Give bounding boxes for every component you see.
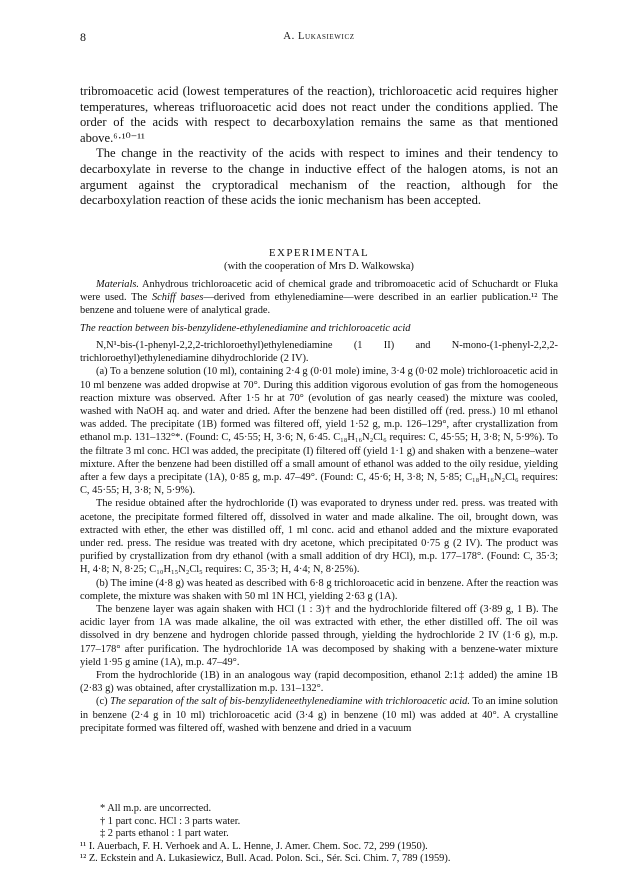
procedure-c-text: To an imine solution in benzene (2·4 g in 10 ml) trichloroacetic acid (3·4 g) in benzene (10 ml) was added at 40°. A crystalline precipitate formed was filtered off, washed with benzene and dried in a vacuum [80,696,558,734]
materials-text: Anhydrous trichloroacetic acid of chemical grade and tribromoacetic acid of Schuchardt or Fluka were used. The [80,279,558,304]
reference-11: ¹¹ I. Auerbach, F. H. Verhoek and A. L. Henne, J. Amer. Chem. Soc. 72, 299 (1950). [80,840,428,852]
footnotes [80,803,560,866]
compounds-line: N,N¹-bis-(1-phenyl-2,2,2-trichloroethyl)ethylenediamine (1 II) and N-mono-(1-phenyl-2,2,2-trichloroethyl)ethylenediamine dihydrochloride (2 IV). [80,340,558,365]
procedure-b: (b) The imine (4·8 g) was heated as described with 6·8 g trichloroacetic acid in benzene. After the reaction was complete, the mixture was shaken with 50 ml 1N HCl, yielding 2·63 g (1A). [80,577,559,602]
section-title: EXPERIMENTAL [268,247,370,259]
materials-label: Materials. [96,279,140,290]
reference-12: ¹² Z. Eckstein and A. Lukasiewicz, Bull. Acad. Polon. Sci., Sér. Sci. Chim. 7, 789 (1959). [80,853,451,865]
footnote-dagger: † 1 part conc. HCl : 3 parts water. [100,815,241,827]
schiff-label: Schiff bases [151,292,204,304]
page-header [80,30,558,46]
intro-paragraph-1: tribromoacetic acid (lowest temperatures of the reaction), trichloroacetic acid requires higher temperatures, whereas trifluoroacetic acid does not react under the conditions applied. The order of the acids with respect to decarboxylation remains the same as that mentioned above.⁶·¹⁰⁻¹¹ [80,84,558,145]
intro-text [80,84,558,209]
reaction-subheading: The reaction between bis-benzylidene-ethylenediamine and trichloroacetic acid [80,323,411,334]
procedure-c [80,695,558,735]
procedure-b-2: The benzene layer was again shaken with HCl (1 : 3)† and the hydrochloride filtered off (3·89 g, 1 B). The acidic layer from 1A was made alkaline, the oil was extracted with ether, the ether distilled off. The oil was dissolved in dry benzene and hydrogen chloride passed through, yielding the hydrochloride 2 IV (1·6 g), m.p. 177–178° after purification. The hydrochloride 1A was decomposed by shaking with a benzene-water mixture yield 1·95 g amine (1A), m.p. 47–49°. [80,604,558,668]
procedure-b-3: From the hydrochloride (1B) in an analogous way (rapid decomposition, ethanol 2:1‡ added) the amine 1B (2·83 g) was obtained, after crystallization m.p. 131–132°. [80,670,558,695]
page-number: 8 [80,30,86,44]
intro-paragraph-2: The change in the reactivity of the acids with respect to imines and their tendency to decarboxylate in reverse to the change in inductive effect of the halogen atoms, is not an argument against the cryptoradical mechanism of the reaction, although for the decarboxylation reaction of these acids the ionic mechanism has been accepted. [80,146,558,208]
procedure-c-label: (c) [96,696,111,708]
procedure-a: (a) To a benzene solution (10 ml), containing 2·4 g (0·01 mole) imine, 3·4 g (0·02 mole) trichloroacetic acid in 10 ml benzene was added dropwise at 70°. During this addition vigorous evolution of gas from the homogeneous reaction mixture was observed. After 1·5 hr at 70° (evolution of gas nearly ceased) the mixture was cooled, washed with NaOH aq. and water and dried. After the benzene had been distilled off (red. press.) 10 ml ethanol was added. The precipitate (1B) formed was filtered off, yield 1·52 g, m.p. 126–129°, after crystallization from ethanol m.p. 131–132°*. (Found: C, 45·55; H, 3·6; N, 6·45. C₁₈H₁₆N₂Cl₆ requires: C, 45·55; H, 3·8; N, 5·9%). To the filtrate 3 ml conc. HCl was added, the precipitate (I) filtered off (yield 1·1 g) and shaken with a benzene–water mixture. After the benzene had been distilled off a small amount of ethanol was added to the oily residue, yielding after a few days a precipitate (1A), 0·85 g, m.p. 47–49°. (Found: C, 45·6; H, 3·8; N, 5·85; C₁₈H₁₆N₂Cl₆ requires: C, 45·55; H, 3·8; N, 5·9%). [80,366,558,497]
materials-text-2: —derived from ethylenediamine—were described in an earlier publication.¹² The benzene and toluene were of analytical grade. [80,292,558,317]
cooperation-note: (with the cooperation of Mrs D. Walkowska) [224,261,414,272]
footnote-star: * All m.p. are uncorrected. [100,803,212,814]
footnote-double-dagger: ‡ 2 parts ethanol : 1 part water. [100,828,229,840]
procedure-c-title: The separation of the salt of bis-benzylideneethylenediamine with trichloroacetic acid. [110,696,470,708]
procedure-residue: The residue obtained after the hydrochloride (I) was evaporated to dryness under red. press. was treated with acetone, the precipitate formed filtered off, dissolved in water and made alkaline. The oil, brought down, was extracted with ether, the ether was distilled off, 1 ml conc. acid and ethanol added and the mixture evaporated under red. press. The residue was treated with dry acetone, which precipitated 0·75 g (2 IV). The product was purified by crystallization from dry ethanol (with a small addition of dry HCl), m.p. 177–178°. (Found: C, 35·3; H, 4·8; N, 8·25; C₁₀H₁₅N₂Cl₅ requires: C, 35·3; H, 4·4; N, 8·25%). [80,498,558,576]
experimental-body [80,339,558,735]
running-head: A. Lukasiewicz [283,31,355,42]
materials-paragraph [80,278,558,318]
